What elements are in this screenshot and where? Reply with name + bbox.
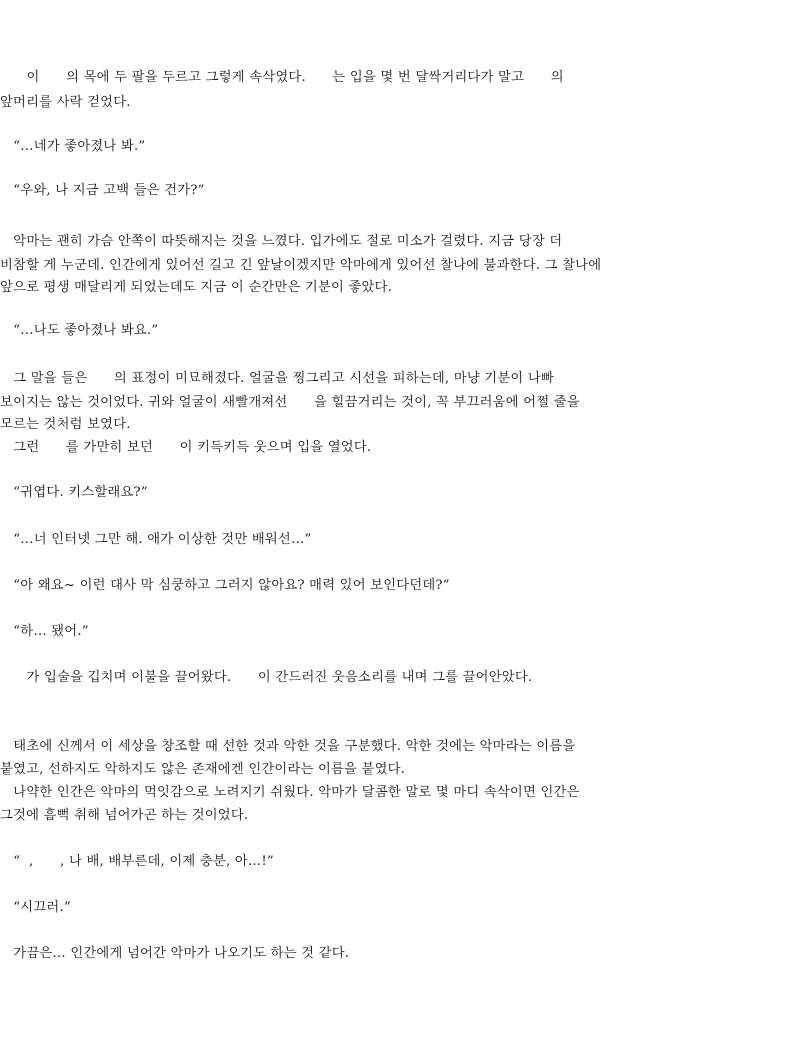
- text-line: “…나도 좋아졌나 봐요.”: [0, 323, 159, 338]
- text-line: “귀엽다. 키스할래요?”: [0, 485, 148, 500]
- text-line: 그 말을 들은 의 표정이 미묘해졌다. 얼굴을 찡그리고 시선을 피하는데, 마냥 기분이 나빠: [0, 371, 554, 386]
- text-line: “우와, 나 지금 고백 들은 건가?”: [0, 183, 205, 198]
- text-line: “ , , 나 배, 배부른데, 이제 충분, 아…!”: [0, 854, 274, 869]
- text-line: 그것에 흠뻑 취해 넘어가곤 하는 것이었다.: [0, 808, 249, 823]
- text-line: 악마는 괜히 가슴 안쪽이 따뜻해지는 것을 느꼈다. 입가에도 절로 미소가 걸렸다. 지금 당장 더: [0, 234, 563, 249]
- text-line: “아 왜요~ 이런 대사 막 심쿵하고 그러지 않아요? 매력 있어 보인다던데?”: [0, 578, 450, 593]
- text-line: 모르는 것처럼 보였다.: [0, 417, 131, 432]
- text-line: 앞으로 평생 매달리게 되었는데도 지금 이 순간만은 기분이 좋았다.: [0, 280, 393, 295]
- text-line: 붙였고, 선하지도 악하지도 않은 존재에겐 인간이라는 이름을 붙였다.: [0, 762, 406, 777]
- text-line: “…네가 좋아졌나 봐.”: [0, 139, 146, 154]
- text-line: 가끔은… 인간에게 넘어간 악마가 나오기도 하는 것 같다.: [0, 946, 350, 961]
- text-line: “하… 됐어.”: [0, 624, 89, 639]
- text-line: “시끄러.”: [0, 900, 71, 915]
- text-line: 나약한 인간은 악마의 먹잇감으로 노려지기 쉬웠다. 악마가 달콤한 말로 몇 마디 속삭이면 인간은: [0, 785, 580, 800]
- text-line: 비참할 게 누군데. 인간에게 있어선 길고 긴 앞날이겠지만 악마에게 있어선 찰나에 불과한다. 그 찰나에: [0, 258, 602, 273]
- text-line: 태초에 신께서 이 세상을 창조할 때 선한 것과 악한 것을 구분했다. 악한 것에는 악마라는 이름을: [0, 739, 576, 754]
- text-line: 그런 를 가만히 보던 이 키득키득 웃으며 입을 열었다.: [0, 440, 372, 455]
- text-line: “…너 인터넷 그만 해. 애가 이상한 것만 배워선…”: [0, 532, 312, 547]
- text-line: 앞머리를 사락 걷었다.: [0, 95, 131, 110]
- text-line: 이 의 목에 두 팔을 두르고 그렇게 속삭였다. 는 입을 몇 번 달싹거리다가 말고 의: [0, 70, 564, 85]
- text-line: 가 입술을 깁치며 이불을 끌어왔다. 이 간드러진 웃음소리를 내며 그를 끌어안았다.: [0, 670, 533, 685]
- text-line: 보이지는 않는 것이었다. 귀와 얼굴이 새빨개져선 을 힐끔거리는 것이, 꼭 부끄러움에 어쩔 줄을: [0, 395, 580, 410]
